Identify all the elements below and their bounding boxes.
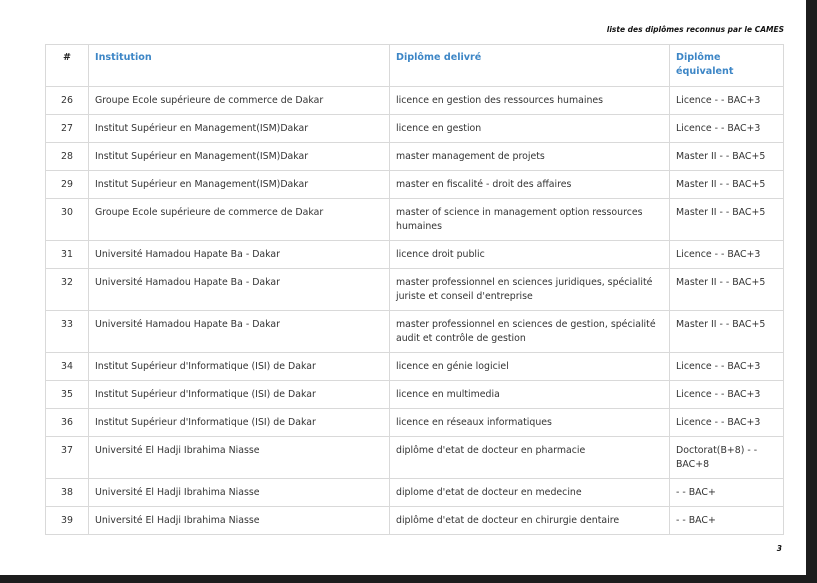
cell-equivalent: - - BAC+ (670, 479, 784, 507)
cell-number: 29 (46, 171, 89, 199)
cell-equivalent: Licence - - BAC+3 (670, 381, 784, 409)
table-row (46, 241, 784, 269)
cell-equivalent: Licence - - BAC+3 (670, 353, 784, 381)
cell-equivalent: Master II - - BAC+5 (670, 311, 784, 353)
cell-number: 37 (46, 437, 89, 479)
cell-institution: Institut Supérieur en Management(ISM)Dakar (89, 143, 390, 171)
cell-diploma: licence en réseaux informatiques (390, 409, 670, 437)
cell-number: 34 (46, 353, 89, 381)
cell-diploma: diplome d'etat de docteur en medecine (390, 479, 670, 507)
cell-diploma: master professionnel en sciences juridiques, spécialité juriste et conseil d'entreprise (390, 269, 670, 311)
cell-number: 39 (46, 507, 89, 535)
cell-equivalent: Licence - - BAC+3 (670, 115, 784, 143)
cell-equivalent: - - BAC+ (670, 507, 784, 535)
cell-institution: Institut Supérieur d'Informatique (ISI) de Dakar (89, 409, 390, 437)
cell-institution: Université El Hadji Ibrahima Niasse (89, 437, 390, 479)
table-row (46, 311, 784, 353)
diplomas-table (45, 44, 784, 535)
cell-number: 33 (46, 311, 89, 353)
cell-number: 32 (46, 269, 89, 311)
cell-diploma: licence en gestion (390, 115, 670, 143)
table-row (46, 269, 784, 311)
cell-number: 35 (46, 381, 89, 409)
page-number: 3 (776, 544, 782, 553)
cell-number: 26 (46, 87, 89, 115)
cell-institution: Institut Supérieur en Management(ISM)Dakar (89, 171, 390, 199)
table-row (46, 143, 784, 171)
cell-institution: Université Hamadou Hapate Ba - Dakar (89, 269, 390, 311)
table-row (46, 507, 784, 535)
cell-diploma: licence droit public (390, 241, 670, 269)
table-row (46, 199, 784, 241)
header-note: liste des diplômes reconnus par le CAMES (606, 25, 784, 34)
table-row (46, 479, 784, 507)
cell-institution: Université Hamadou Hapate Ba - Dakar (89, 241, 390, 269)
table-header-row (46, 45, 784, 87)
cell-number: 36 (46, 409, 89, 437)
cell-diploma: master en fiscalité - droit des affaires (390, 171, 670, 199)
cell-institution: Groupe Ecole supérieure de commerce de Dakar (89, 87, 390, 115)
cell-equivalent: Master II - - BAC+5 (670, 171, 784, 199)
cell-institution: Institut Supérieur en Management(ISM)Dakar (89, 115, 390, 143)
cell-diploma: licence en gestion des ressources humaines (390, 87, 670, 115)
cell-number: 27 (46, 115, 89, 143)
cell-diploma: master professionnel en sciences de gestion, spécialité audit et contrôle de gestion (390, 311, 670, 353)
cell-diploma: licence en multimedia (390, 381, 670, 409)
column-header-equivalent: Diplôme équivalent (670, 45, 784, 87)
column-header-diploma: Diplôme delivré (390, 45, 670, 87)
cell-institution: Groupe Ecole supérieure de commerce de Dakar (89, 199, 390, 241)
cell-diploma: master of science in management option ressources humaines (390, 199, 670, 241)
table-row (46, 353, 784, 381)
table-row (46, 437, 784, 479)
cell-institution: Université Hamadou Hapate Ba - Dakar (89, 311, 390, 353)
column-header-number: # (46, 45, 89, 87)
cell-diploma: licence en génie logiciel (390, 353, 670, 381)
cell-equivalent: Master II - - BAC+5 (670, 143, 784, 171)
column-header-institution: Institution (89, 45, 390, 87)
cell-diploma: diplôme d'etat de docteur en pharmacie (390, 437, 670, 479)
table-row (46, 171, 784, 199)
cell-equivalent: Master II - - BAC+5 (670, 269, 784, 311)
table-row (46, 381, 784, 409)
cell-institution: Institut Supérieur d'Informatique (ISI) de Dakar (89, 381, 390, 409)
cell-equivalent: Master II - - BAC+5 (670, 199, 784, 241)
table-body (46, 87, 784, 535)
cell-number: 30 (46, 199, 89, 241)
cell-diploma: diplôme d'etat de docteur en chirurgie dentaire (390, 507, 670, 535)
cell-institution: Université El Hadji Ibrahima Niasse (89, 507, 390, 535)
cell-equivalent: Licence - - BAC+3 (670, 241, 784, 269)
cell-diploma: master management de projets (390, 143, 670, 171)
table-row (46, 115, 784, 143)
cell-number: 28 (46, 143, 89, 171)
table-row (46, 87, 784, 115)
table-row (46, 409, 784, 437)
cell-institution: Institut Supérieur d'Informatique (ISI) de Dakar (89, 353, 390, 381)
cell-equivalent: Licence - - BAC+3 (670, 87, 784, 115)
cell-institution: Université El Hadji Ibrahima Niasse (89, 479, 390, 507)
cell-equivalent: Doctorat(B+8) - - BAC+8 (670, 437, 784, 479)
cell-equivalent: Licence - - BAC+3 (670, 409, 784, 437)
cell-number: 31 (46, 241, 89, 269)
cell-number: 38 (46, 479, 89, 507)
